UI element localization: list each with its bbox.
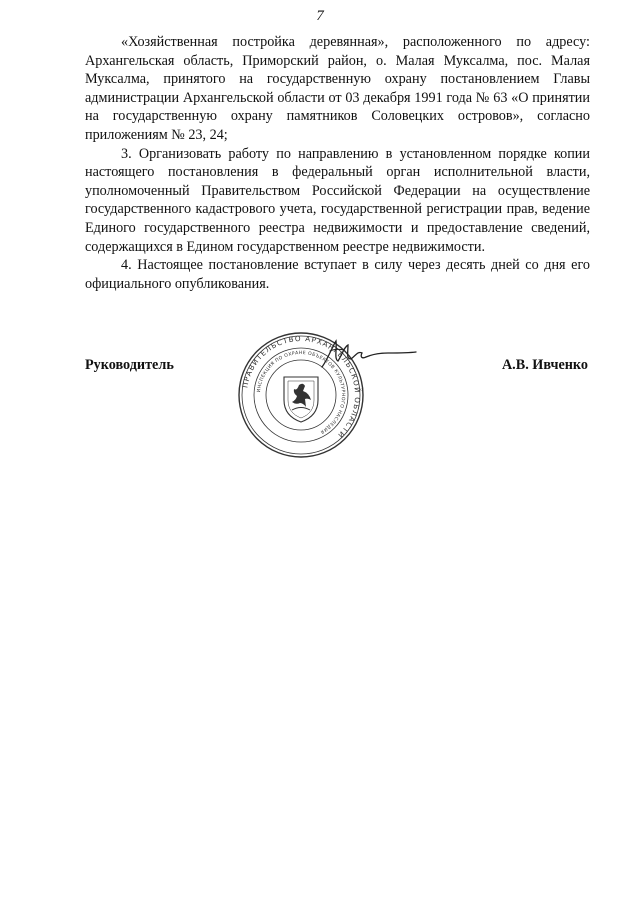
page-number: 7 [316,8,324,24]
coat-of-arms-icon [284,377,318,422]
seal-inner-text: ИНСПЕКЦИЯ ПО ОХРАНЕ ОБЪЕКТОВ КУЛЬТУРНОГО НАСЛЕДИЯ [257,350,346,434]
signatory-name: А.В. Ивченко [501,357,588,373]
signatory-title: Руководитель [85,357,174,373]
paragraph-object-description: «Хозяйственная постройка деревянная», расположенного по адресу: Архангельская область, Приморский район, о. Малая Муксалма, пос. Малая Муксалма, принятого на государственную охрану постановлением Главы администрации Архангельской области от 03 декабря 1991 года № 63 «О принятии на государственную охрану памятников Соловецких островов», согласно приложениям № 23, 24; [85,34,590,143]
paragraph-item-3: 3. Организовать работу по направлению в установленном порядке копии настоящего постановления в федеральный орган исполнительной власти, уполномоченный Правительством Российской Федерации на осуществление государственного кадастрового учета, государственной регистрации прав, ведение Единого государственного реестра недвижимости и предоставление сведений, содержащихся в Едином государственном реестре недвижимости. [85,145,590,255]
document-body [85,33,590,293]
handwritten-signature-icon [318,337,418,377]
seal-outer-text: ПРАВИТЕЛЬСТВО АРХАНГЕЛЬСКОЙ ОБЛАСТИ [240,333,363,441]
paragraph-item-4: 4. Настоящее постановление вступает в силу через десять дней со дня его официального опубликования. [85,257,590,292]
